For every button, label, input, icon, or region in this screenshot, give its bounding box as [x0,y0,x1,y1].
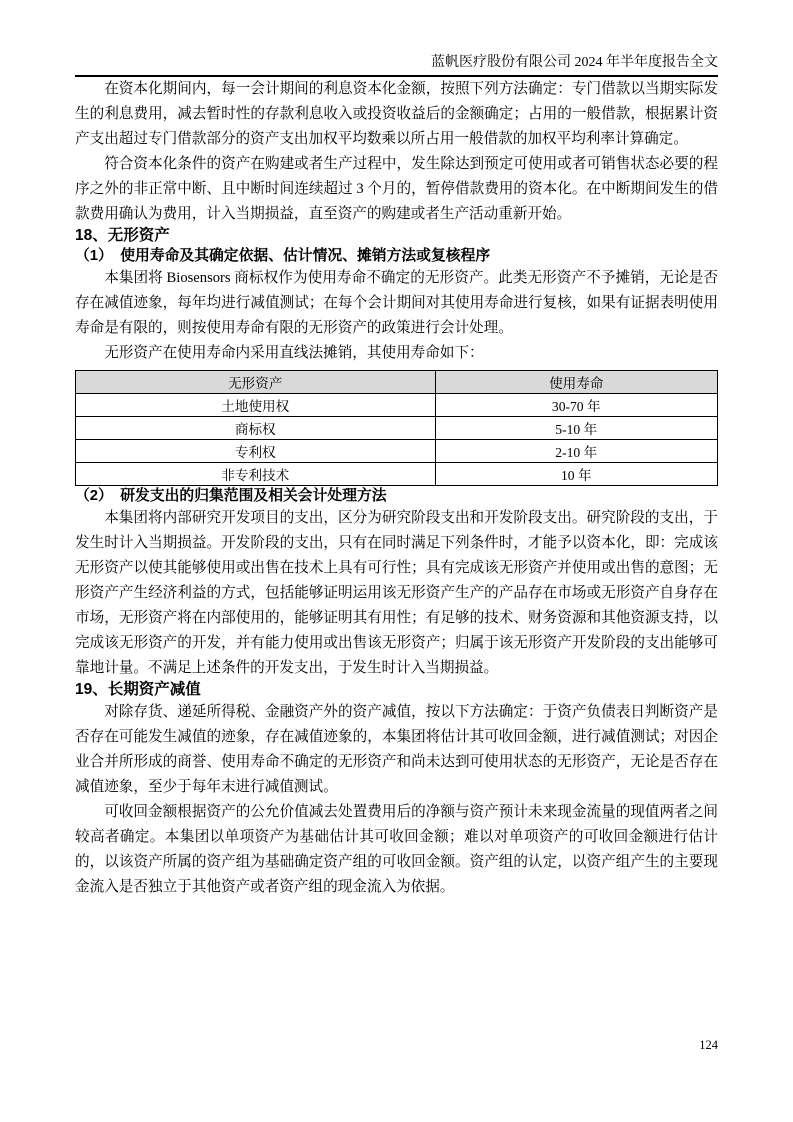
para-recoverable-amount: 可收回金额根据资产的公允价值减去处置费用后的净额与资产预计未来现金流量的现值两者之间较高者确定。本集团以单项资产为基础估计其可收回金额；难以对单项资产的可收回金额进行估计的，以该资产所属的资产组为基础确定资产组的可收回金额。资产组的认定，以资产组产生的主要现金流入是否独立于其他资产或者资产组的现金流入为依据。 [75,804,718,895]
table-header-useful-life: 使用寿命 [435,371,717,394]
para-rd-expenditure: 本集团将内部研究开发项目的支出，区分为研究阶段支出和开发阶段支出。研究阶段的支出，于发生时计入当期损益。开发阶段的支出，只有在同时满足下列条件时，才能予以资本化，即：完成该无形资产以使其能够使用或出售在技术上具有可行性；具有完成该无形资产并使用或出售的意图；无形资产产生经济利益的方式，包括能够证明运用该无形资产生产的产品存在市场或无形资产自身存在市场，无形资产将在内部使用的，能够证明其有用性；有足够的技术、财务资源和其他资源支持，以完成该无形资产的开发，并有能力使用或出售该无形资产；归属于该无形资产开发阶段的支出能够可靠地计量。不满足上述条件的开发支出，于发生时计入当期损益。 [75,510,718,676]
table-row [76,463,718,486]
table-header-asset-type: 无形资产 [76,371,436,394]
para-biosensors-trademark: 本集团将 Biosensors 商标权作为使用寿命不确定的无形资产。此类无形资产不予摊销，无论是否存在减值迹象，每年均进行减值测试；在每个会计期间对其使用寿命进行复核，如果有证据表明使用寿命是有限的，则按使用寿命有限的无形资产的政策进行会计处理。 [75,270,718,337]
para-capitalization-suspension: 符合资本化条件的资产在购建或者生产过程中，发生除达到预定可使用或者可销售状态必要的程序之外的非正常中断、且中断时间连续超过 3 个月的，暂停借款费用的资本化。在中断期间发生的借款费用确认为费用，计入当期损益，直至资产的购建或者生产活动重新开始。 [75,155,718,222]
table-row [76,440,718,463]
table-row [76,394,718,417]
subsection-heading-18-2-rd-expenditure: （2） 研发支出的归集范围及相关会计处理方法 [75,488,387,505]
para-straight-line-amortization: 无形资产在使用寿命内采用直线法摊销，其使用寿命如下： [104,345,484,362]
table-cell-asset: 非专利技术 [76,463,436,486]
table-cell-asset: 土地使用权 [76,394,436,417]
table-cell-life: 2-10 年 [435,440,717,463]
table-header-row [76,371,718,394]
subsection-heading-18-1-useful-life: （1） 使用寿命及其确定依据、估计情况、摊销方法或复核程序 [75,248,491,265]
table-cell-life: 30-70 年 [435,394,717,417]
table-cell-asset: 商标权 [76,417,436,440]
para-interest-capitalization: 在资本化期间内，每一会计期间的利息资本化金额，按照下列方法确定：专门借款以当期实际发生的利息费用，减去暂时性的存款利息收入或投资收益后的金额确定；占用的一般借款，根据累计资产支出超过专门借款部分的资产支出加权平均数乘以所占用一般借款的加权平均利率计算确定。 [75,81,718,147]
para-impairment-method: 对除存货、递延所得税、金融资产外的资产减值，按以下方法确定：于资产负债表日判断资产是否存在可能发生减值的迹象，存在减值迹象的，本集团将估计其可收回金额，进行减值测试；对因企业合并所形成的商誉、使用寿命不确定的无形资产和尚未达到可使用状态的无形资产，无论是否存在减值迹象，至少于每年末进行减值测试。 [75,704,718,796]
table-cell-life: 10 年 [435,463,717,486]
section-heading-18-intangible-assets: 18、无形资产 [75,227,170,245]
table-row [76,417,718,440]
page-number: 124 [699,1038,718,1052]
report-title: 蓝帆医疗股份有限公司 2024 年半年度报告全文 [431,55,718,70]
table-cell-life: 5-10 年 [435,417,717,440]
running-header [75,0,718,77]
section-heading-19-long-term-asset-impairment: 19、长期资产减值 [75,681,201,699]
useful-life-table [75,370,718,486]
page-content [75,0,718,900]
table-cell-asset: 专利权 [76,440,436,463]
